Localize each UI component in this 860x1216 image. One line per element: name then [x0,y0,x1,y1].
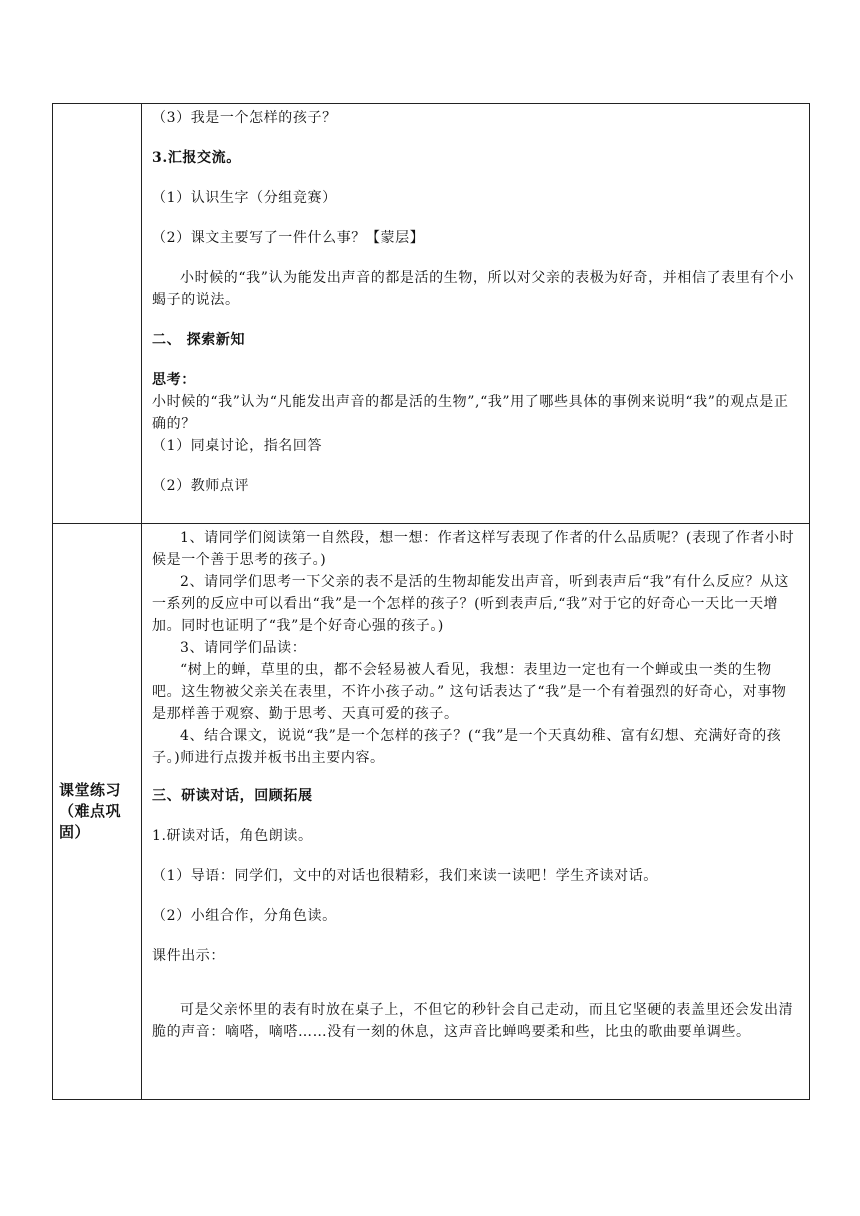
row-label-line1: 课堂练习 [59,781,122,799]
section-heading-dialogue: 三、研读对话，回顾拓展 [152,788,313,804]
table-row [53,104,810,524]
dialogue-item-1: （1）导语：同学们，文中的对话也很精彩，我们来读一读吧！学生齐读对话。 [152,868,658,884]
row-label-cell [53,524,142,1100]
courseware-text: 可是父亲怀里的表有时放在桌子上，不但它的秒针会自己走动，而且它坚硬的表盖里还会发出清脆的声音：嘀嗒，嘀嗒……没有一刻的休息，这声音比蝉鸣要柔和些，比虫的歌曲要单调些。 [152,1002,794,1040]
content-cell [142,104,810,524]
step-item-2: （2）课文主要写了一件什么事？【蒙层】 [152,230,425,246]
exercise-4: 4、结合课文，说说“我”是一个怎样的孩子？(“我”是一个天真幼稚、富有幻想、充满好奇的孩子。)师进行点拨并板书出主要内容。 [152,728,782,766]
quote-paragraph: “树上的蝉，草里的虫，都不会轻易被人看见，我想：表里边一定也有一个蝉或虫一类的生物吧。这生物被父亲关在表里，不许小孩子动。” 这句话表达了“我”是一个有着强烈的好奇心，对事物是那样善于观察、勤于思考、天真可爱的孩子。 [152,662,787,722]
courseware-label: 课件出示： [152,948,225,964]
lesson-plan-table [52,103,810,1100]
content-cell [142,524,810,1100]
question-3: （3）我是一个怎样的孩子？ [152,110,337,126]
row-label [53,780,141,843]
exercise-2: 2、请同学们思考一下父亲的表不是活的生物却能发出声音，听到表声后“我”有什么反应？从这一系列的反应中可以看出“我”是一个怎样的孩子？(听到表声后,“我”对于它的好奇心一天比一天增加。同时也证明了“我”是个好奇心强的孩子。) [152,574,790,634]
answer-paragraph: 小时候的“我”认为能发出声音的都是活的生物，所以对父亲的表极为好奇，并相信了表里有个小蝎子的说法。 [152,270,795,308]
think-label: 思考： [152,372,196,388]
dialogue-step-1: 1.研读对话，角色朗读。 [152,828,313,844]
exercise-3: 3、请同学们品读： [180,640,307,656]
step-item-1: （1）认识生字（分组竞赛） [152,190,337,206]
row-label-line2: （难点巩固） [59,802,122,841]
think-question: 小时候的“我”认为“凡能发出声音的都是活的生物”,“我”用了哪些具体的事例来说明“我”的观点是正确的？ [152,394,789,432]
discuss-item: （1）同桌讨论，指名回答 [152,438,323,454]
step-heading-report: 3.汇报交流。 [152,150,241,166]
dialogue-item-2: （2）小组合作，分角色读。 [152,908,337,924]
teacher-review-item: （2）教师点评 [152,478,250,494]
row-label-cell [53,104,142,524]
exercise-1: 1、请同学们阅读第一自然段，想一想：作者这样写表现了作者的什么品质呢？(表现了作者小时候是一个善于思考的孩子。) [152,530,795,568]
section-heading-explore: 二、 探索新知 [152,332,246,348]
table-row [53,524,810,1100]
